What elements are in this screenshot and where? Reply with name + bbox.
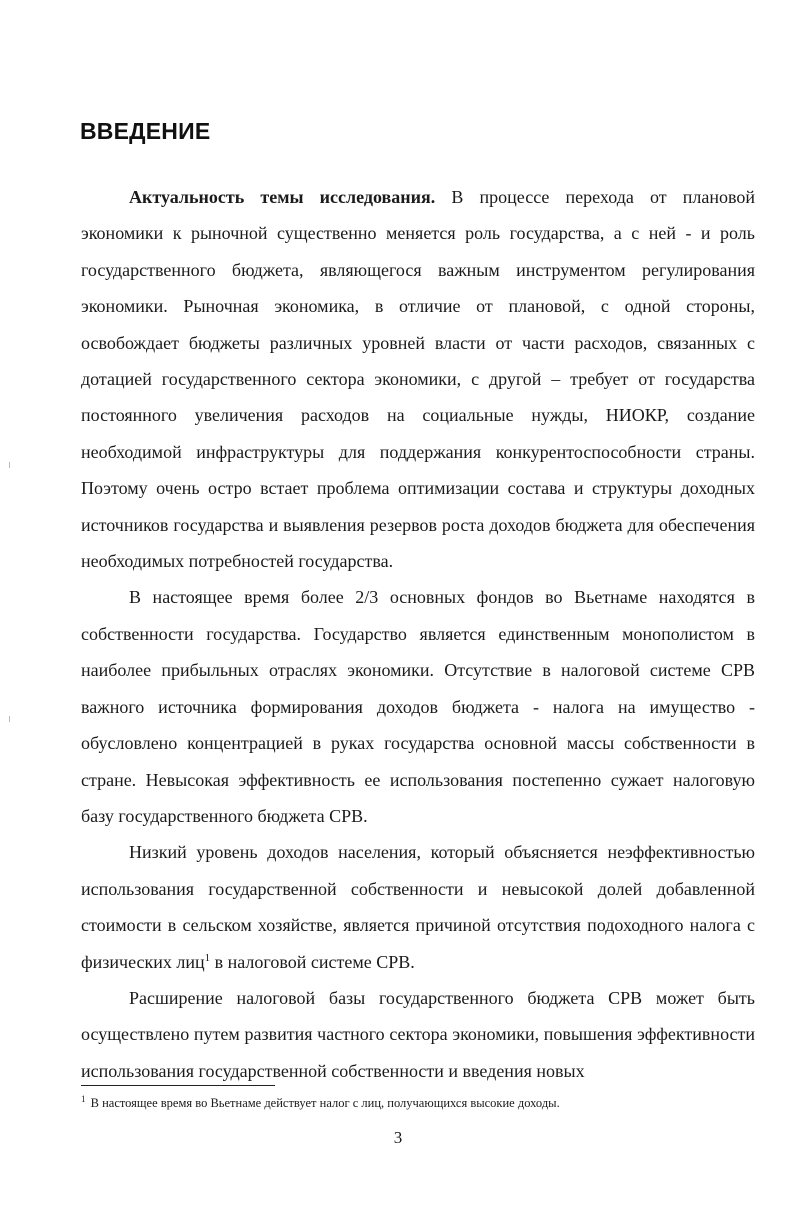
- paragraph-lead: Актуальность темы исследования.: [129, 187, 436, 207]
- footnote-text: В настоящее время во Вьетнаме действует налог с лиц, получающихся высокие доходы.: [87, 1096, 560, 1110]
- paragraph-relevance: [81, 179, 755, 579]
- paragraph-text: В настоящее время более 2/3 основных фондов во Вьетнаме находятся в собственности государства. Государство является единственным монополистом в наиболее прибыльных отраслях экономики. Отсутствие в налоговой системе СРВ важного источника формирования доходов бюджета - налога на имущество - обусловлено концентрацией в руках государства основной массы собственности в стране. Невысокая эффективность ее использования постепенно сужает налоговую базу государственного бюджета СРВ.: [81, 587, 755, 826]
- paragraph-income-level: [81, 834, 755, 980]
- body-text: [81, 179, 755, 1089]
- scan-margin-mark: [9, 462, 10, 468]
- paragraph-text: Расширение налоговой базы государственного бюджета СРВ может быть осуществлено путем развития частного сектора экономики, повышения эффективности использования государственной собственности и введения новых: [81, 987, 755, 1081]
- page-number: 3: [393, 1128, 403, 1147]
- paragraph-text: в налоговой системе СРВ.: [210, 951, 415, 972]
- footnote-divider: [81, 1085, 275, 1086]
- scan-margin-mark: [9, 716, 10, 722]
- paragraph-text: В процессе перехода от плановой экономики к рыночной существенно меняется роль государства, а с ней - и роль государственного бюджета, являющегося важным инструментом регулирования экономики. Рыночная экономика, в отличие от плановой, с одной стороны, освобождает бюджеты различных уровней власти от части расходов, связанных с дотацией государственного сектора экономики, с другой – требует от государства постоянного увеличения расходов на социальные нужды, НИОКР, создание необходимой инфраструктуры для поддержания конкурентоспособности страны. Поэтому очень остро встает проблема оптимизации состава и структуры доходных источников государства и выявления резервов роста доходов бюджета для обеспечения необходимых потребностей государства.: [81, 187, 755, 572]
- paragraph-fixed-assets: [81, 579, 755, 834]
- paragraph-tax-base: [81, 980, 755, 1089]
- footnote: [81, 1095, 755, 1111]
- footnote-reference: 1: [204, 951, 211, 964]
- paragraph-text: Низкий уровень доходов населения, который объясняется неэффективностью использования государственной собственности и невысокой долей добавленной стоимости в сельском хозяйстве, является причиной отсутствия подоходного налога с физических лиц: [81, 842, 755, 972]
- footnote-mark: 1: [81, 1093, 86, 1104]
- section-heading: ВВЕДЕНИЕ: [80, 118, 211, 144]
